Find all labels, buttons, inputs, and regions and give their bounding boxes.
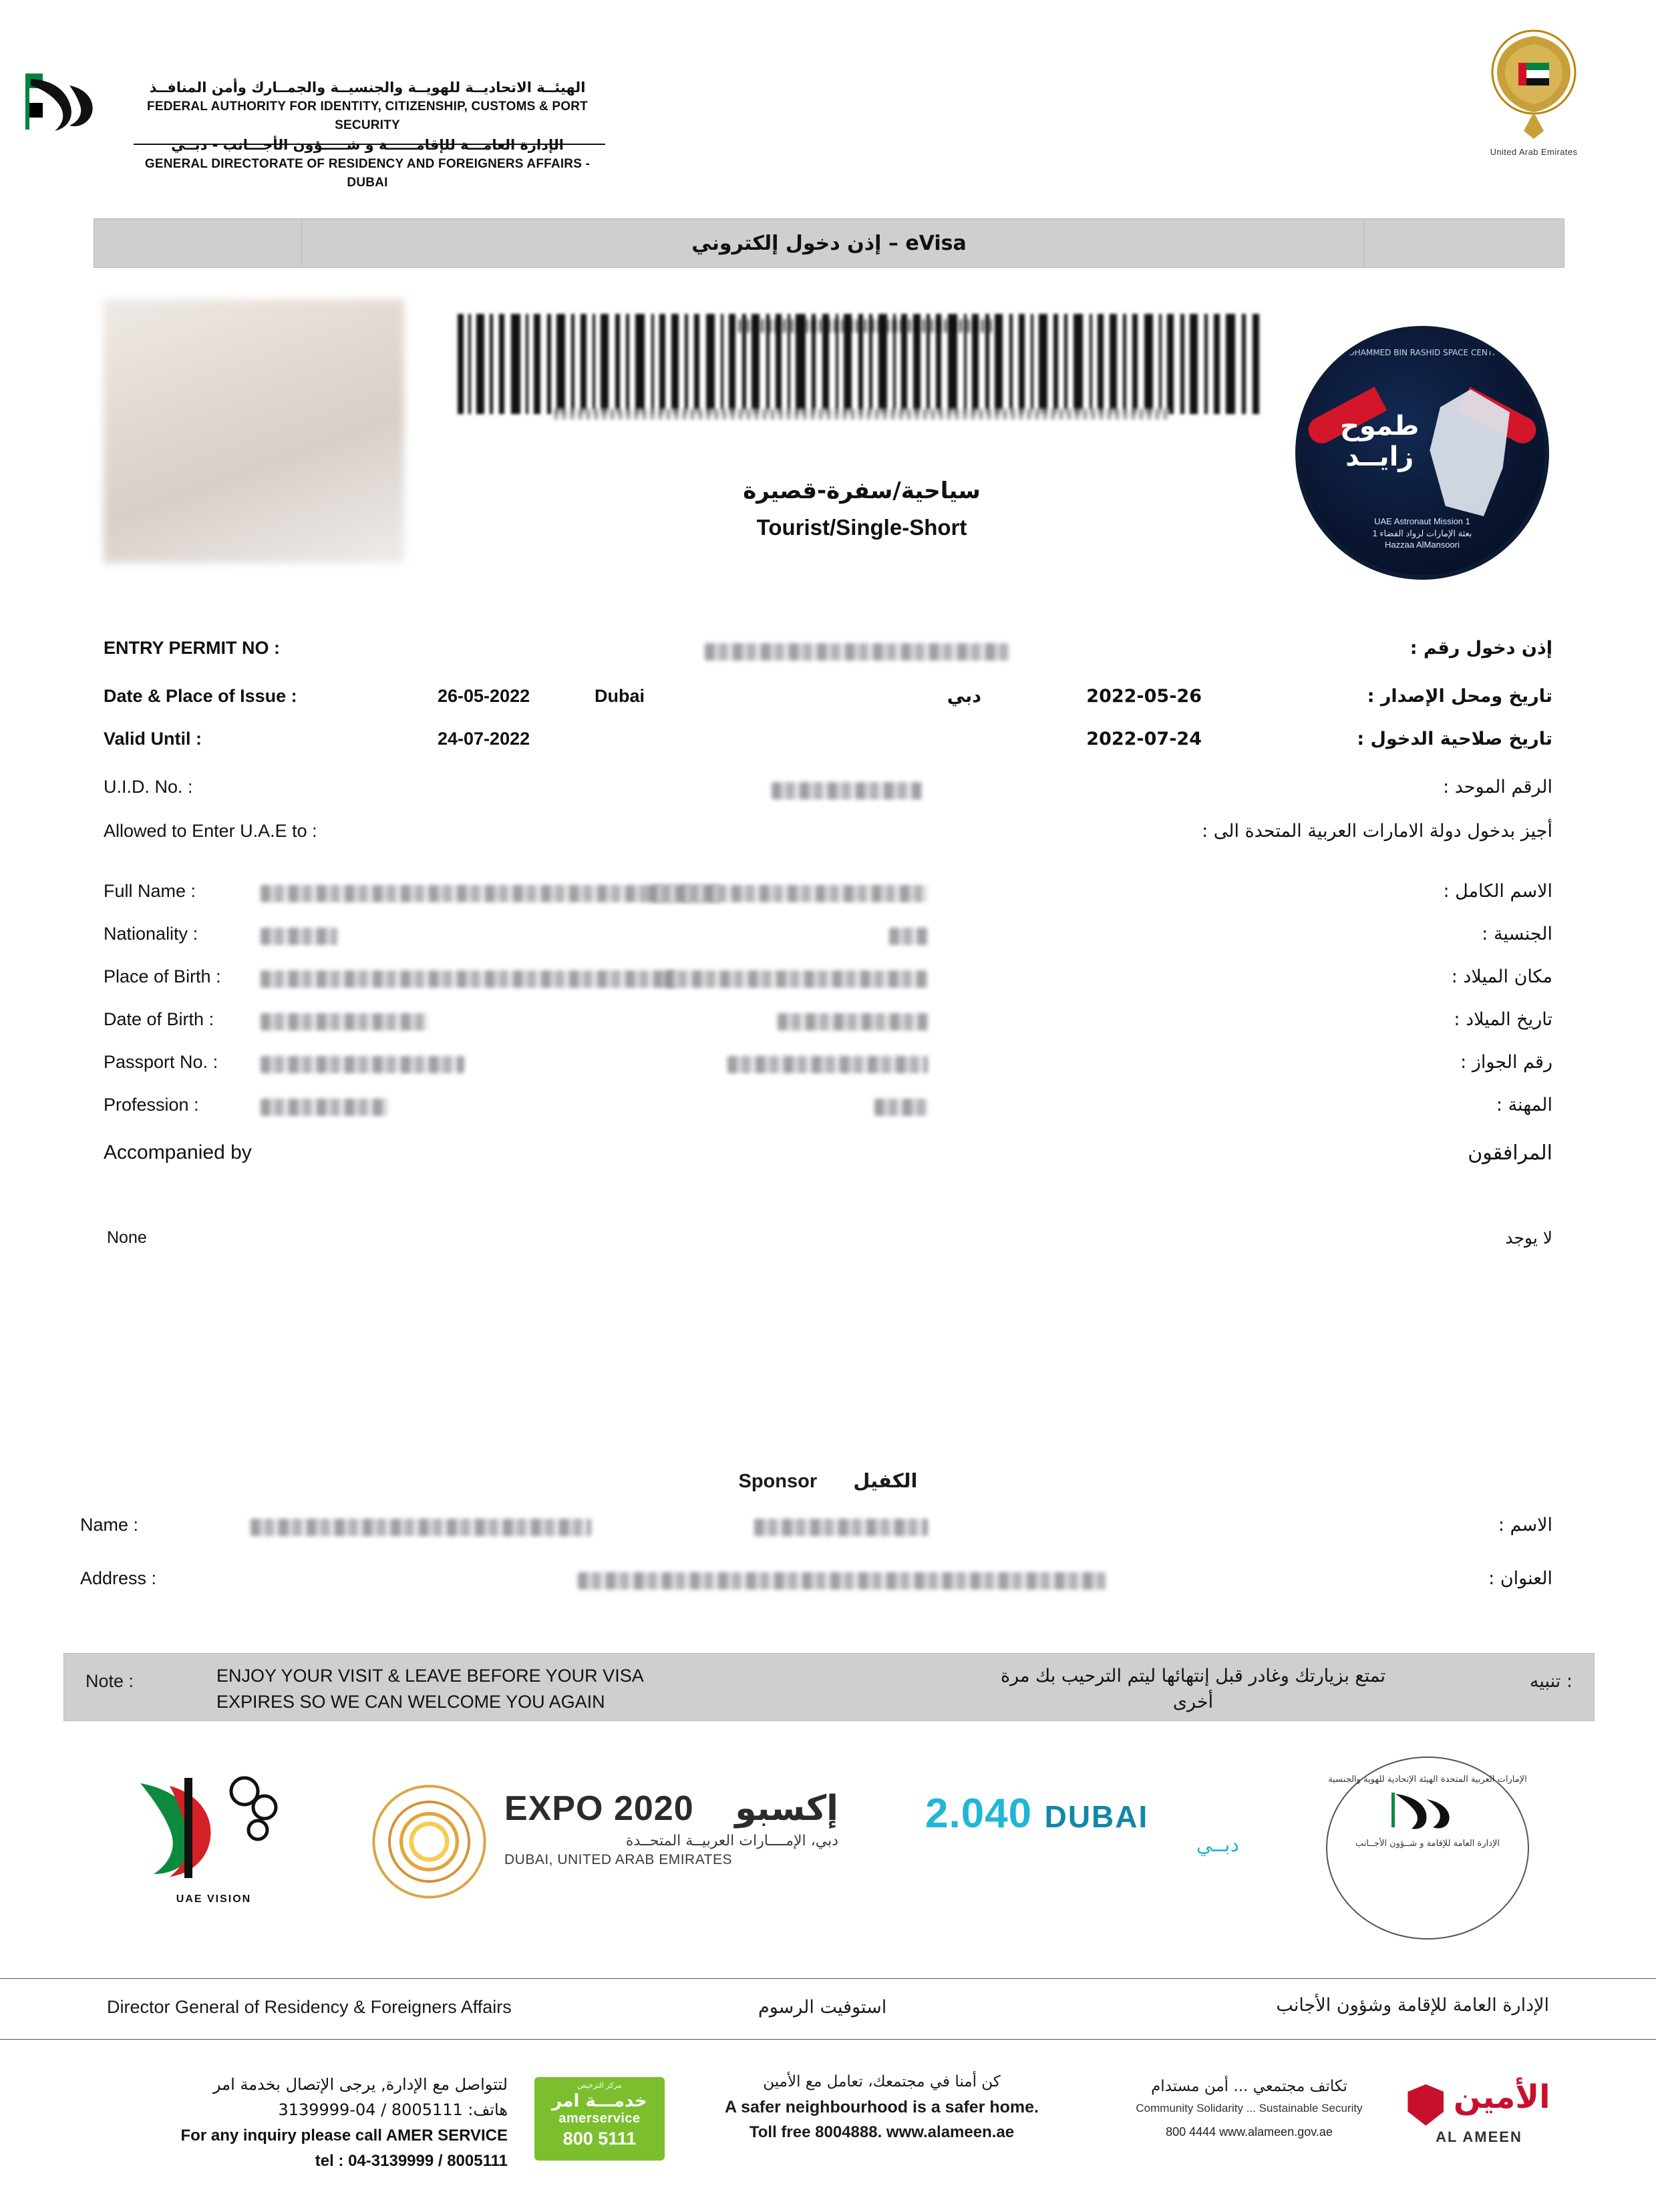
amer-service-logo — [534, 2077, 665, 2161]
sponsor-name-row — [0, 1515, 1656, 1557]
field-row-accompanied-value — [0, 1228, 1656, 1268]
alameen-slogan-en: Community Solidarity ... Sustainable Security — [1136, 2101, 1363, 2114]
value-profession-redacted — [261, 1099, 387, 1116]
field-row-place-of-birth — [0, 966, 1656, 1009]
alameen-message-en-1: A safer neighbourhood is a safer home. — [725, 2097, 1039, 2116]
amer-contact-ar-2: هاتف: 8005111 / 04-3139999 — [278, 2100, 508, 2120]
alameen-message-block — [695, 2070, 1069, 2145]
uae-emblem — [1464, 24, 1604, 157]
visa-type-ar: سياحية/سفرة-قصيرة — [743, 478, 981, 504]
value-place-of-birth-redacted — [261, 970, 678, 988]
seal-text-top: الإمارات العربية المتحدة الهيئة الإتحادية للهوية والجنسية — [1328, 1775, 1527, 1785]
dubai-2040-number: 2.040 — [925, 1791, 1033, 1837]
field-row-uid-no — [0, 777, 1656, 821]
authority-name-ar: الهيئــة الاتحاديــة للهويــة والجنسيــة والجمــارك وأمن المنافــذ — [149, 79, 586, 96]
label-full-name-en: Full Name : — [104, 881, 196, 901]
alameen-message-ar: كن أمنا في مجتمعك، تعامل مع الأمين — [763, 2073, 1001, 2090]
emblem-caption: United Arab Emirates — [1490, 147, 1578, 157]
alameen-contacts: 800 4444 www.alameen.gov.ae — [1166, 2125, 1333, 2139]
visa-type-en: Tourist/Single-Short — [756, 515, 967, 540]
value-passport-no-ar-redacted — [727, 1056, 928, 1073]
note-text-en-line2: EXPIRES SO WE CAN WELCOME YOU AGAIN — [216, 1692, 605, 1712]
barcode-image — [451, 314, 1273, 421]
astronaut-face-icon — [1423, 389, 1510, 516]
page-title: إذن دخول إلكتروني – eVisa — [691, 231, 967, 255]
field-row-full-name — [0, 881, 1656, 924]
badge-top-text: MOHAMMED BIN RASHID SPACE CENTRE — [1341, 348, 1504, 357]
label-valid-until-en: Valid Until : — [104, 729, 202, 749]
uae-emblem-icon — [1477, 24, 1591, 144]
label-place-of-birth-en: Place of Birth : — [104, 966, 221, 986]
field-row-passport-no — [0, 1052, 1656, 1095]
value-valid-until: 24-07-2022 — [438, 729, 530, 749]
expo-subtitle-ar: دبي، الإمــــارات العربيــة المتحــدة — [625, 1833, 838, 1849]
value-sponsor-name-redacted — [251, 1519, 591, 1536]
field-row-profession — [0, 1095, 1656, 1141]
expo-2020-logo — [361, 1777, 842, 1910]
field-row-date-place-issue — [0, 686, 1656, 729]
document-footer — [0, 2050, 1656, 2212]
amer-badge-tiny: مركز الترخيص — [577, 2081, 622, 2090]
value-nationality-ar-redacted — [889, 928, 928, 945]
falcon-logo-icon — [20, 65, 127, 139]
note-label-en: Note : — [86, 1671, 134, 1691]
label-allowed-to-enter-en: Allowed to Enter U.A.E to : — [104, 821, 317, 841]
uae-vision-logo — [120, 1763, 307, 1930]
amer-badge-en: amerservice — [558, 2111, 641, 2126]
label-sponsor-address-en: Address : — [80, 1568, 157, 1588]
expo-title-en: EXPO 2020 — [504, 1789, 694, 1828]
seal-text-bottom: الإدارة العامة للإقامة و شــؤون الأجــانب — [1355, 1839, 1500, 1849]
label-uid-no-en: U.I.D. No. : — [104, 777, 193, 797]
expo-title — [504, 1789, 838, 1829]
expo-title-ar: إكسبو — [735, 1789, 838, 1829]
field-row-date-of-birth — [0, 1009, 1656, 1052]
amer-contact-en-1: For any inquiry please call AMER SERVICE — [180, 2126, 508, 2145]
label-place-of-birth-ar: مكان الميلاد : — [1451, 966, 1552, 987]
label-profession-en: Profession : — [104, 1095, 199, 1115]
sponsor-title-ar: الكفيل — [853, 1469, 918, 1492]
value-place-of-issue-ar: دبي — [947, 686, 981, 707]
value-place-of-birth-ar-redacted — [664, 970, 928, 988]
permit-fields — [0, 638, 1656, 1268]
alameen-logo-ar: الأمين — [1453, 2078, 1550, 2116]
label-valid-until-ar: تاريخ صلاحية الدخول : — [1357, 729, 1552, 749]
field-row-accompanied-by — [0, 1141, 1656, 1228]
badge-main-text — [1340, 411, 1419, 472]
value-uid-no-redacted — [772, 782, 922, 799]
label-date-of-birth-en: Date of Birth : — [104, 1009, 214, 1029]
visa-type-block — [451, 478, 1273, 540]
value-date-of-birth-redacted — [261, 1013, 428, 1031]
value-profession-ar-redacted — [874, 1099, 928, 1116]
note-text-en — [216, 1663, 644, 1715]
signature-directorate-ar: الإدارة العامة للإقامة وشؤون الأجانب — [1276, 1995, 1549, 2016]
note-banner — [63, 1653, 1595, 1721]
document-title-bar — [94, 218, 1564, 268]
label-entry-permit-no-en: ENTRY PERMIT NO : — [104, 638, 281, 658]
note-text-en-line1: ENJOY YOUR VISIT & LEAVE BEFORE YOUR VISA — [216, 1666, 644, 1686]
amer-badge-ar: خدمـــة امر — [552, 2091, 647, 2111]
sponsor-address-row — [0, 1568, 1656, 1611]
value-sponsor-name-ar-redacted — [754, 1519, 928, 1536]
badge-line1: طموح — [1340, 411, 1420, 441]
label-nationality-en: Nationality : — [104, 924, 198, 944]
label-full-name-ar: الاسم الكامل : — [1443, 881, 1552, 902]
value-accompanied-by-ar: لا يوجد — [1505, 1228, 1552, 1248]
alameen-message-en-2: Toll free 8004888. www.alameen.ae — [749, 2123, 1015, 2142]
sponsor-section-title — [0, 1469, 1656, 1493]
label-sponsor-name-en: Name : — [80, 1515, 139, 1535]
dubai-2040-word: DUBAI — [1044, 1799, 1149, 1834]
seal-falcon-icon — [1387, 1789, 1468, 1833]
value-accompanied-by-en: None — [107, 1228, 147, 1247]
label-uid-no-ar: الرقم الموحد : — [1443, 777, 1552, 797]
value-date-of-issue-ar: 2022-05-26 — [1086, 686, 1202, 707]
field-row-valid-until — [0, 729, 1656, 777]
document-header — [0, 19, 1656, 192]
badge-line2: زايــد — [1345, 441, 1414, 472]
label-nationality-ar: الجنسية : — [1482, 924, 1552, 944]
badge-sub-text — [1300, 516, 1544, 551]
dubai-2040-logo — [925, 1790, 1239, 1857]
alameen-shield-icon — [1407, 2084, 1444, 2126]
signature-director-en: Director General of Residency & Foreigners Affairs — [107, 1997, 512, 2017]
label-accompanied-by-en: Accompanied by — [104, 1141, 252, 1163]
authority-name-en: FEDERAL AUTHORITY FOR IDENTITY, CITIZENSHIP, CUSTOMS & PORT SECURITY — [147, 100, 588, 132]
label-date-place-issue-ar: تاريخ ومحل الإصدار : — [1367, 686, 1552, 707]
badge-mission-en: UAE Astronaut Mission 1 — [1374, 516, 1470, 527]
note-label-ar: تنبيه : — [1529, 1671, 1572, 1692]
alameen-logo — [1369, 2078, 1589, 2146]
note-text-ar-line2: أخرى — [1172, 1692, 1214, 1713]
label-sponsor-name-ar: الاسم : — [1498, 1515, 1552, 1535]
badge-astronaut-name: Hazzaa AlMansoori — [1385, 540, 1460, 550]
label-passport-no-ar: رقم الجواز : — [1460, 1052, 1552, 1073]
value-nationality-redacted — [261, 928, 337, 945]
value-valid-until-ar: 2022-07-24 — [1086, 729, 1202, 749]
directorate-name-ar: الإدارة العامـــة للإقامــــــة و شـــــؤون الأجـــانب - دبــي — [171, 136, 564, 153]
value-place-of-issue: Dubai — [595, 686, 645, 706]
amer-contact-ar-1: لتتواصل مع الإدارة, يرجى الإتصال بخدمة امر — [213, 2075, 508, 2094]
expo-subtitle-en: DUBAI, UNITED ARAB EMIRATES — [504, 1852, 732, 1867]
signature-row — [0, 1978, 1656, 2040]
label-sponsor-address-ar: العنوان : — [1488, 1568, 1552, 1589]
alameen-slogan-block — [1102, 2074, 1396, 2142]
barcode-encoded-text — [554, 409, 1169, 419]
value-full-name-ar-redacted — [647, 885, 928, 902]
value-passport-no-redacted — [261, 1056, 464, 1073]
label-allowed-to-enter-ar: أجيز بدخول دولة الامارات العربية المتحدة الى : — [1202, 821, 1552, 842]
partner-logos-strip — [0, 1750, 1656, 1950]
label-date-of-birth-ar: تاريخ الميلاد : — [1454, 1009, 1552, 1030]
label-entry-permit-no-ar: إذن دخول رقم : — [1410, 638, 1552, 659]
gdrfa-official-seal — [1326, 1757, 1529, 1940]
value-date-of-issue: 26-05-2022 — [438, 686, 530, 706]
label-profession-ar: المهنة : — [1496, 1095, 1552, 1115]
alameen-logo-en: AL AMEEN — [1436, 2128, 1522, 2145]
authority-titles — [134, 77, 601, 192]
applicant-photo — [104, 299, 404, 563]
signature-fees-paid-ar: استوفيت الرسوم — [758, 1997, 887, 2018]
label-date-place-issue-en: Date & Place of Issue : — [104, 686, 297, 706]
field-row-allowed-to-enter — [0, 821, 1656, 881]
header-divider — [134, 144, 605, 145]
dubai-2040-ar: دبــي — [1196, 1833, 1239, 1857]
note-text-ar-line1: تمتع بزيارتك وغادر قبل إنتهائها ليتم الترحيب بك مرة — [1000, 1666, 1386, 1686]
label-accompanied-by-ar: المرافقون — [1468, 1141, 1552, 1165]
badge-mission-ar: بعثة الإمارات لرواد الفضاء 1 — [1372, 528, 1472, 538]
amer-badge-number: 800 5111 — [562, 2129, 637, 2149]
directorate-name-en: GENERAL DIRECTORATE OF RESIDENCY AND FOREIGNERS AFFAIRS - DUBAI — [144, 156, 591, 190]
amer-contact-en-2: tel : 04-3139999 / 8005111 — [315, 2152, 508, 2171]
uae-vision-label: UAE VISION — [176, 1893, 252, 1905]
amer-contact-block — [94, 2072, 508, 2175]
value-date-of-birth-ar-redacted — [778, 1013, 928, 1031]
value-entry-permit-no-redacted — [705, 643, 1009, 661]
note-text-ar — [906, 1663, 1480, 1715]
field-row-entry-permit-no — [0, 638, 1656, 686]
alameen-slogan-ar: تكاتف مجتمعي ... أمن مستدام — [1151, 2078, 1347, 2095]
field-row-nationality — [0, 924, 1656, 966]
value-sponsor-address-redacted — [578, 1572, 1106, 1590]
label-passport-no-en: Passport No. : — [104, 1052, 218, 1072]
expo-mandala-icon — [367, 1780, 491, 1903]
zayed-ambition-mission-badge — [1295, 326, 1549, 580]
sponsor-title-en: Sponsor — [738, 1471, 818, 1492]
